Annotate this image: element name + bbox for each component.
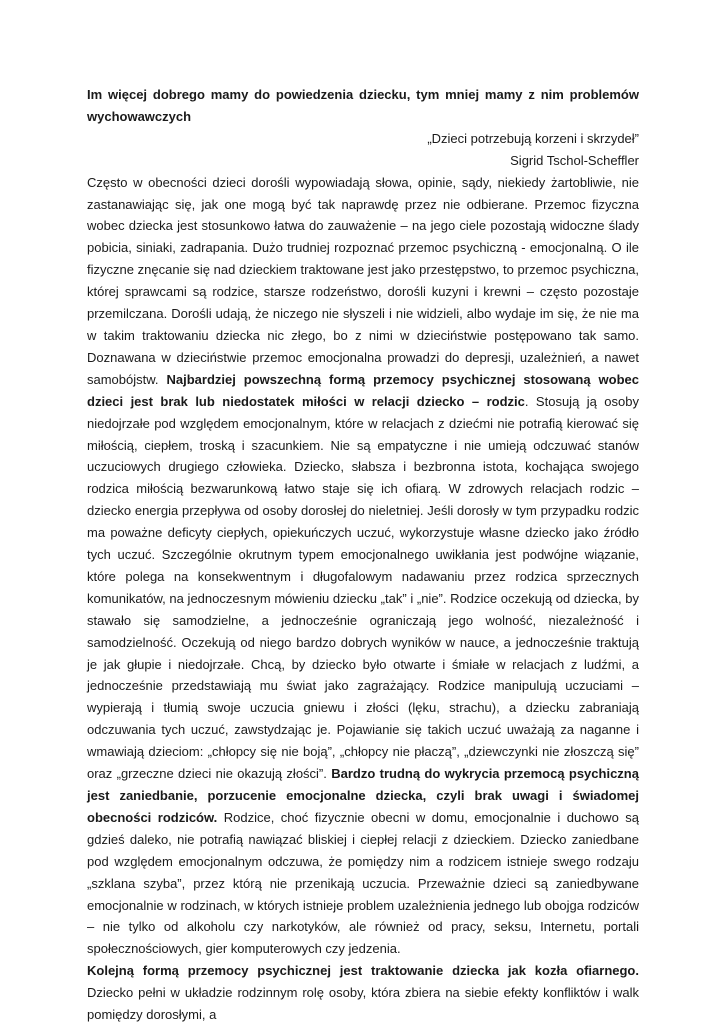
document-title: Im więcej dobrego mamy do powiedzenia dziecku, tym mniej mamy z nim problemów wychowawczych — [87, 87, 639, 124]
epigraph-quote: „Dzieci potrzebują korzeni i skrzydeł” — [427, 130, 639, 146]
body-text: Rodzice, choć fizycznie obecni w domu, emocjonalnie i duchowo są gdzieś daleko, nie potrafią nawiązać bliskiej i ciepłej relacji z dzieckiem. Dziecko zaniedbane pod względem emocjonalnym odczuwa, że pomiędzy nim a rodzicem istnieje swego rodzaju „szklana szyba”, przez którą nie przenikają uczucia. Przeważnie dzieci są zaniedbywane emocjonalnie w rodzinach, w których istnieje problem uzależnienia jednego lub obojga rodziców – nie tylko od alkoholu czy narkotyków, ale również od pracy, seksu, Internetu, portali społecznościowych, gier komputerowych czy jedzenia. — [87, 809, 640, 957]
epigraph-author: Sigrid Tschol-Scheffler — [510, 152, 639, 168]
body-text: Często w obecności dzieci dorośli wypowiadają słowa, opinie, sądy, niekiedy żartobliwie, nie zastanawiając się, jak one mogą być tak naprawdę przez nie odbierane. Przemoc fizyczna wobec dziecka jest stosunkowo łatwa do zauważenie – na jego ciele pozostają widoczne ślady pobicia, siniaki, zadrapania. Dużo trudniej rozpoznać przemoc psychiczną - emocjonalną. O ile fizyczne znęcanie się nad dzieckiem traktowane jest jako przestępstwo, to przemoc psychiczna, której sprawcami są rodzice, starsze rodzeństwo, dorośli kuzyni i krewni – często pozostaje przemilczana. Dorośli udają, że niczego nie słyszeli i nie widzieli, albo wydaje im się, że nie ma w takim traktowaniu dziecka nic złego, bo z nimi w dzieciństwie postępowano tak samo. Doznawana w dzieciństwie przemoc emocjonalna prowadzi do depresji, uzależnień, a nawet samobójstw. — [87, 174, 639, 387]
paragraph — [87, 960, 639, 1026]
body-text: Dziecko pełni w układzie rodzinnym rolę osoby, która zbiera na siebie efekty konfliktów i walk pomiędzy dorosłymi, a — [87, 985, 639, 1023]
body-text: . Stosują ją osoby niedojrzałe pod względem emocjonalnym, które w relacjach z dziećmi nie potrafią kierować się miłością, ciepłem, troską i szacunkiem. Nie są empatyczne i nie umieją odczuwać stanów uczuciowych drugiego człowieka. Dziecko, słabsza i bezbronna istota, kochająca swojego rodzica miłością bezwarunkową łatwo staje się ich ofiarą. W zdrowych relacjach rodzic – dziecko energia przepływa od osoby dorosłej do nieletniej. Jeśli dorosły w tym przypadku rodzic ma poważne deficyty ciepłych, opiekuńczych uczuć, wykorzystuje własne dziecko jako źródło tych uczuć. Szczególnie okrutnym typem emocjonalnego uwikłania jest podwójne wiązanie, które polega na konsekwentnym i długofalowym nadawaniu przez rodzica sprzecznych komunikatów, na jednoczesnym mówieniu dziecku „tak” i „nie”. Rodzice oczekują od dziecka, by stawało się samodzielne, a jednocześnie ograniczają jego wolność, niezależność i samodzielność. Oczekują od niego bardzo dobrych wyników w nauce, a jednocześnie traktują je jak głupie i niedojrzałe. Chcą, by dziecko było otwarte i śmiałe w relacjach z ludźmi, a jednocześnie przedstawiają mu świat jako zagrażający. Rodzice manipulują uczuciami – wypierają i tłumią swoje uczucia gniewu i złości (lęku, strachu), a dziecku zabraniają odczuwania tych uczuć, zawstydzając je. Pojawianie się takich uczuć uważają za naganne i wmawiają dzieciom: „chłopcy się nie boją”, „chłopcy nie płaczą”, „dziewczynki nie złoszczą się” oraz „grzeczne dzieci nie okazują złości”. — [87, 393, 639, 782]
bold-thesis: Najbardziej powszechną formą przemocy psychicznej stosowaną wobec dzieci jest brak lub niedostatek miłości w relacji dziecko – rodzic — [87, 371, 639, 409]
bold-thesis: Kolejną formą przemocy psychicznej jest traktowanie dziecka jak kozła ofiarnego. — [87, 963, 639, 979]
paragraph — [87, 172, 639, 961]
document-body — [87, 84, 639, 1026]
bold-thesis: Bardzo trudną do wykrycia przemocą psychiczną jest zaniedbanie, porzucenie emocjonalne dziecka, czyli brak uwagi i świadomej obecności rodziców. — [87, 766, 639, 825]
